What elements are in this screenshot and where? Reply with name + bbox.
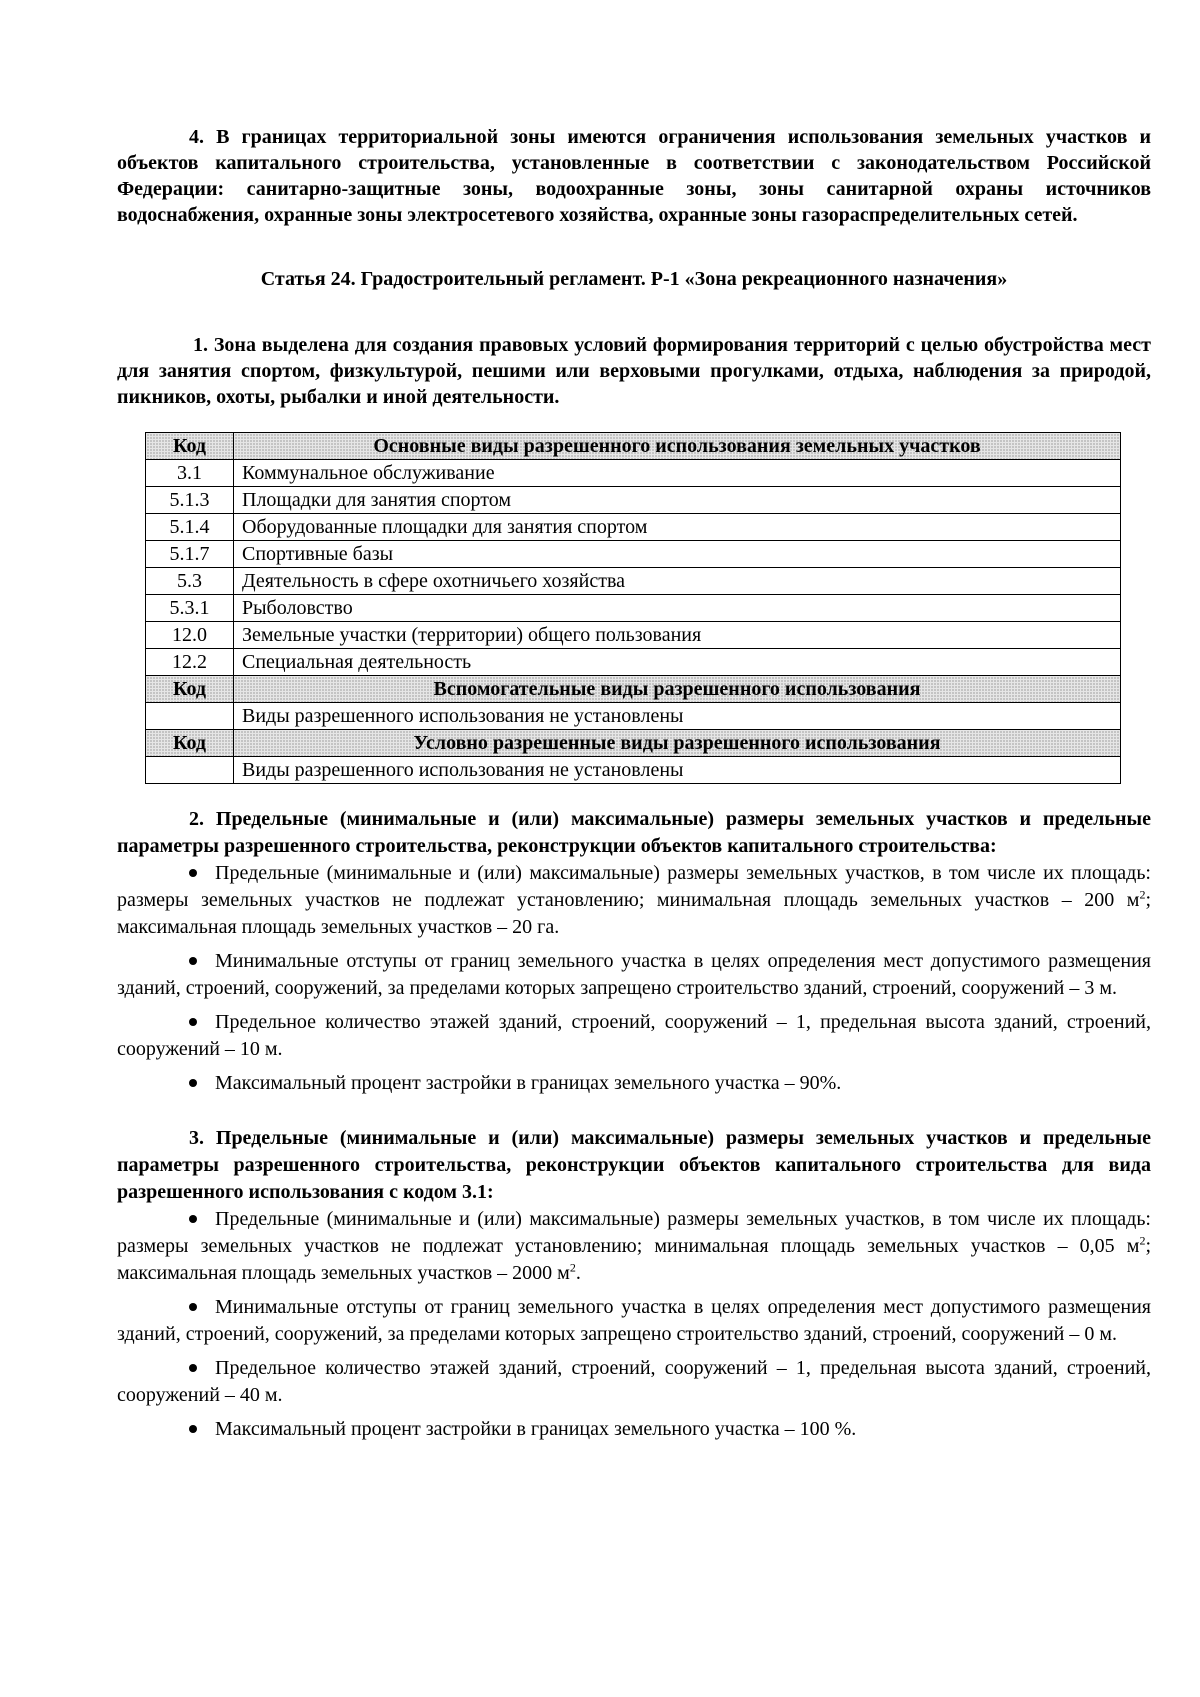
- header-title-cell: Вспомогательные виды разрешенного использования: [234, 676, 1121, 703]
- bullet-item: [117, 1070, 1151, 1097]
- use-name-cell: Коммунальное обслуживание: [234, 460, 1121, 487]
- bullet-dot-icon: [189, 948, 215, 975]
- table-row: [146, 703, 1121, 730]
- table-row: [146, 622, 1121, 649]
- code-cell: 5.3: [146, 568, 234, 595]
- bullet-item: [117, 948, 1151, 1002]
- table-header-main: [146, 433, 1121, 460]
- bullet-dot-icon: [189, 1206, 215, 1233]
- use-name-cell: Земельные участки (территории) общего пользования: [234, 622, 1121, 649]
- section-3-title: 3. Предельные (минимальные и (или) максимальные) размеры земельных участков и предельные параметры разрешенного строительства, реконструкции объектов капитального строительства для вида разрешенного использования с кодом 3.1:: [117, 1127, 1151, 1203]
- bullet-text: Минимальные отступы от границ земельного участка в целях определения мест допустимого размещения зданий, строений, сооружений, за пределами которых запрещено строительство зданий, строений, сооружений – 0 м.: [117, 1296, 1151, 1345]
- table-row: [146, 487, 1121, 514]
- use-name-cell: Виды разрешенного использования не установлены: [234, 757, 1121, 784]
- code-cell: [146, 703, 234, 730]
- bullet-text: Предельные (минимальные и (или) максимальные) размеры земельных участков, в том числе их площадь: размеры земельных участков не подлежат установлению; минимальная площадь земельных участков – 200 м: [117, 862, 1151, 911]
- bullet-text: ; максимальная площадь земельных участков – 20 га.: [117, 889, 1151, 938]
- bullet-text: Максимальный процент застройки в границах земельного участка – 100 %.: [215, 1418, 857, 1440]
- bullet-text: Минимальные отступы от границ земельного участка в целях определения мест допустимого размещения зданий, строений, сооружений, за пределами которых запрещено строительство зданий, строений, сооружений – 3 м.: [117, 950, 1151, 999]
- bullet-dot-icon: [189, 1416, 215, 1443]
- table-header-row: [146, 676, 1121, 703]
- code-cell: 5.1.3: [146, 487, 234, 514]
- table-row: [146, 757, 1121, 784]
- bullet-item: [117, 1416, 1151, 1443]
- bullet-item: [117, 860, 1151, 941]
- section-2-title: 2. Предельные (минимальные и (или) максимальные) размеры земельных участков и предельные параметры разрешенного строительства, реконструкции объектов капитального строительства:: [117, 808, 1151, 857]
- use-name-cell: Спортивные базы: [234, 541, 1121, 568]
- bullet-item: [117, 1355, 1151, 1409]
- table-row: [146, 595, 1121, 622]
- use-name-cell: Площадки для занятия спортом: [234, 487, 1121, 514]
- code-cell: 12.2: [146, 649, 234, 676]
- bullet-item: [117, 1206, 1151, 1287]
- table-header-row: [146, 730, 1121, 757]
- header-code-cell: Код: [146, 433, 234, 460]
- code-cell: 5.1.7: [146, 541, 234, 568]
- bullet-dot-icon: [189, 1009, 215, 1036]
- table-row: [146, 649, 1121, 676]
- header-title-cell: Условно разрешенные виды разрешенного использования: [234, 730, 1121, 757]
- use-name-cell: Оборудованные площадки для занятия спортом: [234, 514, 1121, 541]
- header-title-cell: Основные виды разрешенного использования земельных участков: [234, 433, 1121, 460]
- superscript: 2: [1139, 887, 1146, 902]
- permitted-use-table: [145, 432, 1121, 784]
- code-cell: 5.3.1: [146, 595, 234, 622]
- bullet-text: ; максимальная площадь земельных участков – 2000 м: [117, 1235, 1151, 1284]
- header-code-cell: Код: [146, 676, 234, 703]
- article-title: Статья 24. Градостроительный регламент. Р-1 «Зона рекреационного назначения»: [260, 268, 1008, 290]
- table-row: [146, 514, 1121, 541]
- superscript: 2: [1139, 1233, 1146, 1248]
- code-cell: 5.1.4: [146, 514, 234, 541]
- use-name-cell: Рыболовство: [234, 595, 1121, 622]
- bullet-text: Максимальный процент застройки в границах земельного участка – 90%.: [215, 1072, 842, 1094]
- code-cell: 3.1: [146, 460, 234, 487]
- section-3-bullets: [117, 1206, 1151, 1443]
- superscript: 2: [569, 1260, 576, 1275]
- bullet-text: Предельные (минимальные и (или) максимальные) размеры земельных участков, в том числе их площадь: размеры земельных участков не подлежат установлению; минимальная площадь земельных участков – 0,05 м: [117, 1208, 1151, 1257]
- document-page: [117, 124, 1151, 1443]
- bullet-text: Предельное количество этажей зданий, строений, сооружений – 1, предельная высота зданий, строений, сооружений – 10 м.: [117, 1011, 1151, 1060]
- article-paragraph-1: 1. Зона выделена для создания правовых условий формирования территорий с целью обустройства мест для занятия спортом, физкультурой, пешими или верховыми прогулками, отдыха, наблюдения за природой, пикников, охоты, рыбалки и иной деятельности.: [117, 334, 1151, 408]
- table-row: [146, 460, 1121, 487]
- bullet-dot-icon: [189, 860, 215, 887]
- code-cell: [146, 757, 234, 784]
- header-code-cell: Код: [146, 730, 234, 757]
- section-2-bullets: [117, 860, 1151, 1097]
- use-name-cell: Деятельность в сфере охотничьего хозяйства: [234, 568, 1121, 595]
- bullet-item: [117, 1294, 1151, 1348]
- code-cell: 12.0: [146, 622, 234, 649]
- table-row: [146, 568, 1121, 595]
- permitted-use-table-body: [146, 433, 1121, 784]
- intro-paragraph: 4. В границах территориальной зоны имеются ограничения использования земельных участков и объектов капитального строительства, установленные в соответствии с законодательством Российской Федерации: санитарно-защитные зоны, водоохранные зоны, зоны санитарной охраны источников водоснабжения, охранные зоны электросетевого хозяйства, охранные зоны газораспределительных сетей.: [117, 126, 1151, 226]
- bullet-dot-icon: [189, 1070, 215, 1097]
- use-name-cell: Виды разрешенного использования не установлены: [234, 703, 1121, 730]
- bullet-dot-icon: [189, 1355, 215, 1382]
- bullet-text: .: [575, 1262, 581, 1284]
- table-row: [146, 541, 1121, 568]
- bullet-dot-icon: [189, 1294, 215, 1321]
- bullet-text: Предельное количество этажей зданий, строений, сооружений – 1, предельная высота зданий, строений, сооружений – 40 м.: [117, 1357, 1151, 1406]
- use-name-cell: Специальная деятельность: [234, 649, 1121, 676]
- bullet-item: [117, 1009, 1151, 1063]
